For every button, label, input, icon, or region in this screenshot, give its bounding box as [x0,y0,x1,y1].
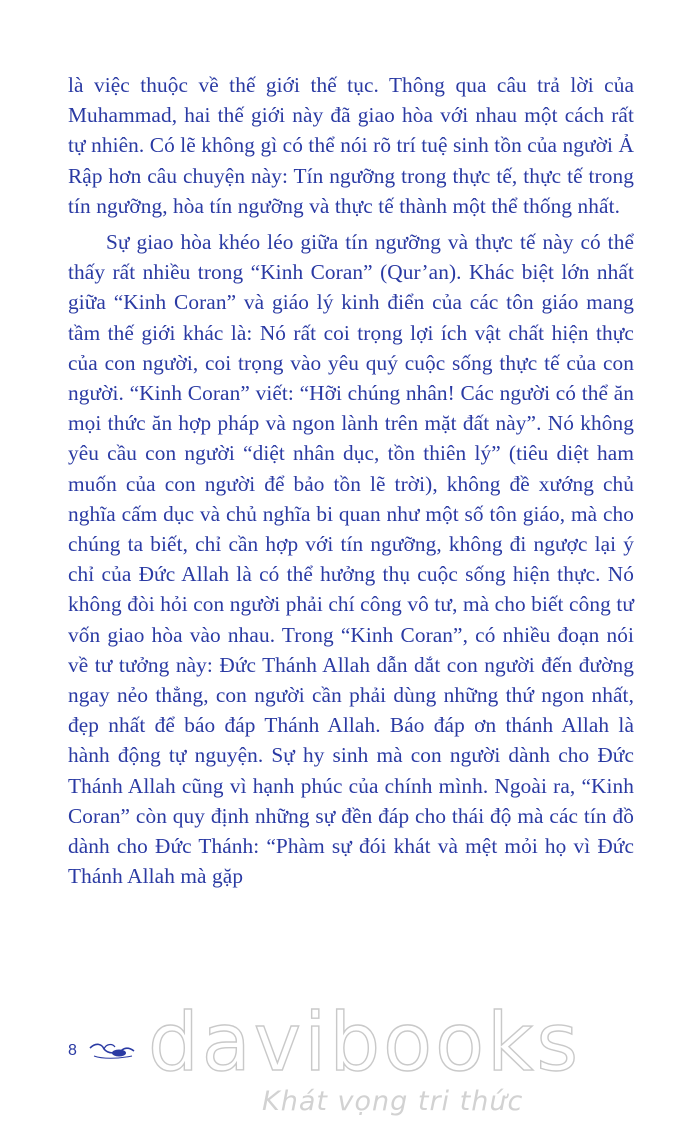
paragraph-2: Sự giao hòa khéo léo giữa tín ngưỡng và thực tế này có thể thấy rất nhiều trong “Kinh Coran” (Qur’an). Khác biệt lớn nhất giữa “Kinh Coran” và giáo lý kinh điển của các tôn giáo mang tầm thế giới khác là: Nó rất coi trọng lợi ích vật chất hiện thực của con người, coi trọng vào yêu quý cuộc sống thực tế của con người. “Kinh Coran” viết: “Hỡi chúng nhân! Các người có thể ăn mọi thức ăn hợp pháp và ngon lành trên mặt đất này”. Nó không yêu cầu con người “diệt nhân dục, tồn thiên lý” (tiêu diệt ham muốn của con người để bảo tồn lẽ trời), không đề xướng chủ nghĩa cấm dục và chủ nghĩa bi quan như một số tôn giáo, mà cho chúng ta biết, chỉ cần hợp với tín ngưỡng, không đi ngược lại ý chỉ của Đức Allah là có thể hưởng thụ cuộc sống hiện thực. Nó không đòi hỏi con người phải chí công vô tư, mà cho biết công tư vốn giao hòa vào nhau. Trong “Kinh Coran”, có nhiều đoạn nói về tư tưởng này: Đức Thánh Allah dẫn dắt con người đến đường ngay nẻo thẳng, con người cần phải dùng những thứ ngon nhất, đẹp nhất để báo đáp Thánh Allah. Báo đáp ơn thánh Allah là hành động tự nguyện. Sự hy sinh mà con người dành cho Đức Thánh Allah cũng vì hạnh phúc của chính mình. Ngoài ra, “Kinh Coran” còn quy định những sự đền đáp cho thái độ mà các tín đồ dành cho Đức Thánh: “Phàm sự đói khát và mệt mỏi họ vì Đức Thánh Allah mà gặp [68,230,634,889]
paragraph-1: là việc thuộc về thế giới thế tục. Thông qua câu trả lời của Muhammad, hai thế giới này đã giao hòa với nhau một cách rất tự nhiên. Có lẽ không gì có thể nói rõ trí tuệ sinh tồn của người Ả Rập hơn câu chuyện này: Tín ngưỡng trong thực tế, thực tế trong tín ngưỡng, hòa tín ngưỡng và thực tế thành một thể thống nhất. [68,73,634,218]
body-text [68,70,634,891]
watermark-tagline: Khát vọng tri thức [262,1086,524,1117]
page-number: 8 [68,1042,77,1059]
page-footer [0,996,700,1128]
swan-ornament-icon [88,1038,136,1062]
watermark-logo: davibooks [148,996,582,1089]
